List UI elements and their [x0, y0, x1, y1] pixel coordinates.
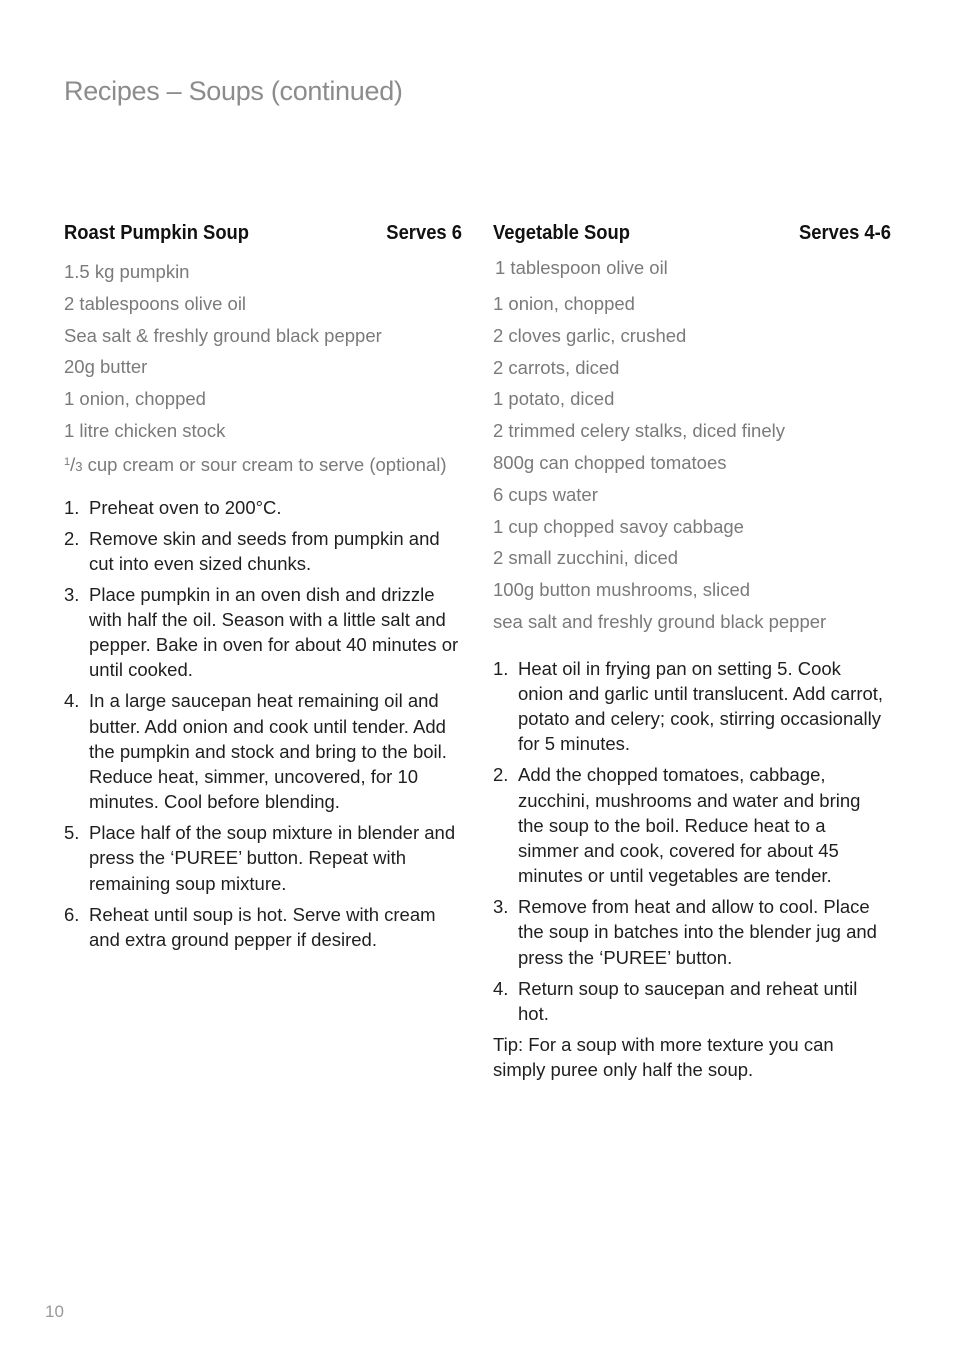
method-step — [493, 762, 891, 888]
step-text: Return soup to saucepan and reheat until hot. — [518, 977, 858, 1024]
ingredient-item: Sea salt & freshly ground black pepper — [64, 324, 382, 346]
step-number: 5. — [64, 822, 80, 844]
step-number: 3. — [493, 896, 509, 918]
recipe-vegetable-soup — [493, 222, 891, 1101]
recipe-name: Roast Pumpkin Soup — [64, 222, 250, 244]
ingredient-item: 100g button mushrooms, sliced — [493, 579, 751, 601]
ingredient-item-fraction: $^1$/3 cup cream or sour cream to serve (optional) — [64, 453, 447, 475]
recipe-tip: Tip: For a soup with more texture you can simply puree only half the soup. — [493, 1033, 834, 1080]
ingredient-item: 20g butter — [64, 356, 148, 378]
recipe-header — [64, 222, 462, 250]
step-text: Reheat until soup is hot. Serve with cream and extra ground pepper if desired. — [89, 903, 436, 950]
ingredient-item: 2 small zucchini, diced — [493, 547, 679, 569]
method-steps — [64, 495, 462, 952]
ingredient-item: 1.5 kg pumpkin — [64, 261, 190, 282]
fraction-denominator: 3 — [75, 458, 83, 474]
method-step — [64, 526, 462, 576]
step-text: Add the chopped tomatoes, cabbage, zucchini, mushrooms and water and bring the soup to the boil. Reduce heat to a simmer and cook, covered for about 45 minutes or until vegetables are tender. — [518, 764, 861, 887]
method-step — [64, 688, 462, 814]
ingredient-item: 2 cloves garlic, crushed — [493, 324, 687, 346]
step-number: 1. — [64, 496, 80, 518]
ingredient-list — [64, 256, 462, 479]
method-step — [493, 656, 891, 757]
ingredient-item: 2 trimmed celery stalks, diced finely — [493, 420, 785, 442]
step-number: 2. — [493, 764, 509, 786]
recipe-roast-pumpkin-soup — [64, 222, 462, 958]
method-step — [64, 495, 462, 520]
ingredient-item: sea salt and freshly ground black pepper — [493, 610, 827, 632]
ingredient-item: 6 cups water — [493, 483, 598, 505]
step-number: 3. — [64, 583, 80, 605]
step-text: Preheat oven to 200°C. — [89, 496, 282, 518]
step-text: Place pumpkin in an oven dish and drizzle with half the oil. Season with a little salt and pepper. Bake in oven for about 40 minutes or until cooked. — [89, 583, 459, 681]
method-step — [64, 820, 462, 896]
ingredient-list — [493, 252, 891, 638]
ingredient-item: 2 carrots, diced — [493, 356, 620, 378]
step-text: Heat oil in frying pan on setting 5. Cook onion and garlic until translucent. Add carrot, potato and celery; cook, stirring occasionally for 5 minutes. — [518, 657, 884, 755]
ingredient-item: 1 potato, diced — [493, 388, 615, 410]
method-step — [64, 582, 462, 683]
method-steps — [493, 656, 891, 1026]
recipe-serves: Serves 4-6 — [798, 222, 892, 244]
method-step — [64, 902, 462, 952]
step-number: 1. — [493, 657, 509, 679]
ingredient-item: 1 onion, chopped — [64, 388, 206, 410]
step-number: 6. — [64, 903, 80, 925]
step-text: Place half of the soup mixture in blender and press the ‘PUREE’ button. Repeat with remaining soup mixture. — [89, 822, 456, 894]
page-number: 10 — [45, 1302, 64, 1321]
step-text: In a large saucepan heat remaining oil and butter. Add onion and cook until tender. Add the pumpkin and stock and bring to the boil. Reduce heat, simmer, uncovered, for 10 minutes. Cool before blending. — [89, 690, 447, 813]
step-number: 4. — [493, 977, 509, 999]
recipe-header — [493, 222, 891, 250]
ingredient-item: 2 tablespoons olive oil — [64, 292, 247, 314]
fraction-ingredient-text: cup cream or sour cream to serve (optional) — [82, 453, 447, 475]
ingredient-item: 1 tablespoon olive oil — [495, 257, 668, 278]
ingredient-item: 1 litre chicken stock — [64, 419, 226, 441]
step-text: Remove from heat and allow to cool. Place the soup in batches into the blender jug and press the ‘PUREE’ button. — [518, 896, 877, 968]
method-step — [493, 894, 891, 970]
step-number: 4. — [64, 690, 80, 712]
recipe-name: Vegetable Soup — [493, 222, 631, 244]
fraction-numerator: 1 — [64, 455, 71, 468]
method-step — [493, 976, 891, 1026]
page-title: Recipes – Soups (continued) — [64, 76, 403, 107]
ingredient-item: 1 onion, chopped — [493, 293, 635, 314]
step-text: Remove skin and seeds from pumpkin and cut into even sized chunks. — [89, 527, 440, 574]
recipe-serves: Serves 6 — [386, 222, 463, 244]
ingredient-item: 800g can chopped tomatoes — [493, 451, 727, 473]
step-number: 2. — [64, 527, 80, 549]
ingredient-item: 1 cup chopped savoy cabbage — [493, 515, 744, 537]
